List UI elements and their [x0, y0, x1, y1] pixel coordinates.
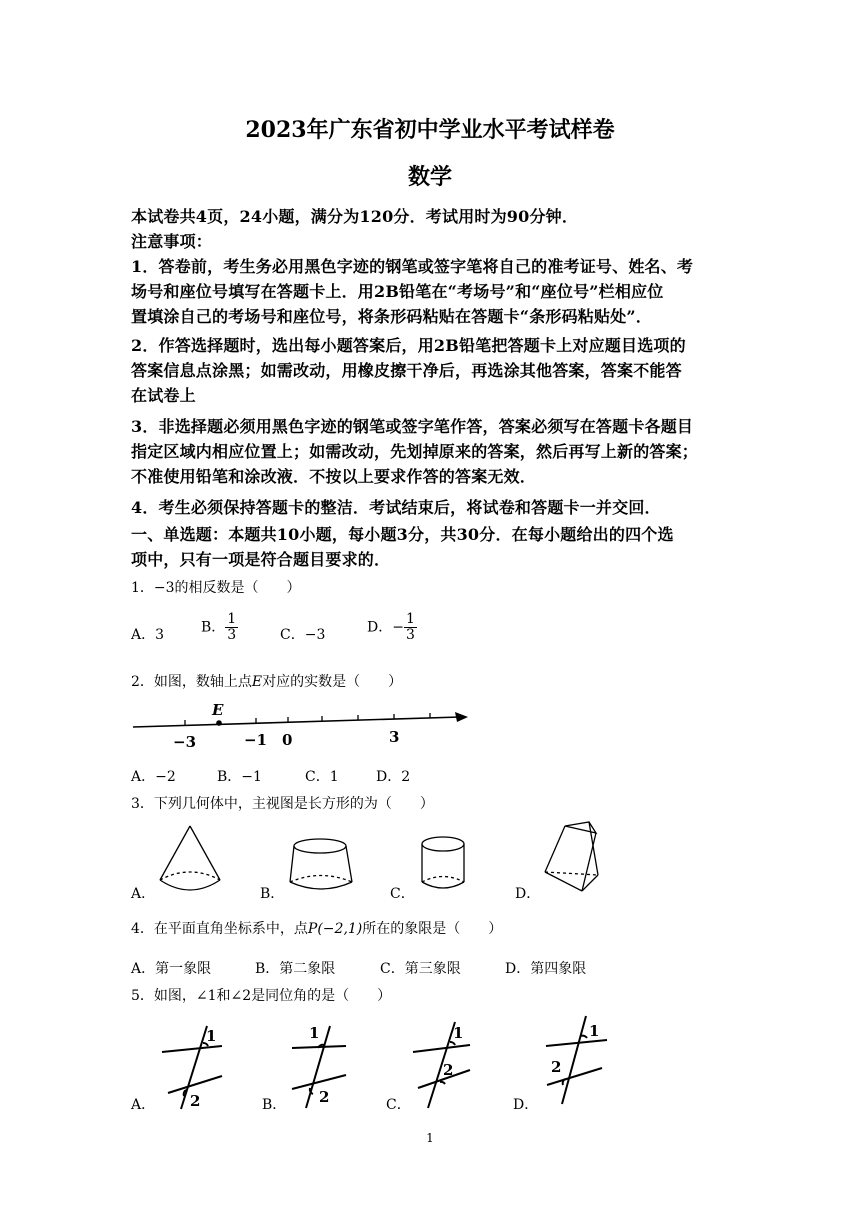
svg-text:2: 2	[190, 1092, 201, 1110]
q3-option-d: D．	[515, 886, 541, 902]
note-line: 答案信息点涂黑；如需改动，用橡皮擦干净后，再选涂其他答案，答案不能答	[131, 361, 682, 380]
angle-figure-c	[413, 1022, 470, 1108]
q2-option-d: D．2	[376, 769, 411, 785]
q2-option-a: A．−2	[131, 769, 176, 785]
q5-option-c: C．	[386, 1097, 411, 1113]
note-line: 4．考生必须保持答题卡的整洁．考试结束后，将试卷和答题卡一并交回．	[131, 498, 661, 517]
note-line: 2．作答选择题时，选出每小题答案后，用2B铅笔把答题卡上对应题目选项的	[131, 336, 686, 355]
note-line: 指定区域内相应位置上；如需改动，先划掉原来的答案，然后再写上新的答案；	[131, 442, 699, 461]
svg-text:1: 1	[453, 1024, 464, 1042]
point-e-label: E	[212, 701, 224, 719]
q1-option-d-label: D．−	[367, 619, 404, 636]
q2-option-c: C．1	[305, 769, 339, 785]
section-heading: 项中，只有一项是符合题目要求的．	[131, 550, 391, 569]
exam-info: 本试卷共4页，24小题，满分为120分．考试用时为90分钟．	[131, 207, 579, 226]
q1-option-c: C．−3	[280, 627, 326, 643]
tick-label-minus3: −3	[173, 733, 197, 751]
q4-option-d: D．第四象限	[505, 961, 587, 977]
subject-title: 数学	[407, 164, 452, 190]
note-line: 置填涂自己的考场号和座位号，将条形码粘贴在答题卡“条形码粘贴处”．	[131, 307, 653, 326]
note-line: 不准使用铅笔和涂改液．不按以上要求作答的答案无效．	[131, 467, 537, 486]
svg-text:1: 1	[309, 1024, 320, 1042]
note-line: 场号和座位号填写在答题卡上．用2B铅笔在“考场号”和“座位号”栏相应位	[131, 282, 664, 301]
angle-figure-a	[162, 1026, 222, 1110]
q3-option-a: A．	[131, 886, 156, 902]
q2-stem-pre: 2．如图，数轴上点	[131, 674, 252, 690]
q5-option-d: D．	[513, 1097, 539, 1113]
q2-point: E	[251, 674, 263, 690]
q1-option-a: A．3	[131, 627, 165, 643]
note-line: 3．非选择题必须用黑色字迹的钢笔或签字笔作答，答案必须写在答题卡各题目	[131, 417, 694, 436]
exam-title: 2023年广东省初中学业水平考试样卷	[245, 117, 615, 143]
angle-figure-d	[546, 1016, 607, 1104]
note-line: 在试卷上	[131, 386, 196, 405]
q3-option-c: C．	[390, 886, 415, 902]
q1-stem: 1．−3的相反数是（ ）	[131, 580, 301, 596]
q5-option-a: A．	[131, 1097, 156, 1113]
fraction-denominator: 3	[405, 627, 415, 643]
svg-text:1: 1	[206, 1027, 217, 1045]
q2-option-b: B．−1	[217, 769, 262, 785]
notes-heading: 注意事项：	[131, 232, 213, 251]
angle-figure-b	[292, 1024, 346, 1108]
q2-stem-post: 对应的实数是（ ）	[262, 674, 403, 690]
q4-stem-post: 所在的象限是（ ）	[362, 921, 503, 937]
q5-stem: 5．如图，∠1和∠2是同位角的是（ ）	[131, 988, 392, 1004]
q4-option-b: B．第二象限	[255, 961, 336, 977]
q3-stem: 3．下列几何体中，主视图是长方形的为（ ）	[131, 796, 434, 812]
q4-stem-pre: 4．在平面直角坐标系中，点	[131, 921, 308, 937]
q5-option-b: B．	[262, 1097, 287, 1113]
fraction-numerator: 1	[227, 611, 237, 627]
svg-text:1: 1	[589, 1022, 600, 1040]
q3-option-b: B．	[260, 886, 285, 902]
page-number: 1	[426, 1131, 434, 1145]
section-heading: 一、单选题：本题共10小题，每小题3分，共30分．在每小题给出的四个选	[131, 525, 674, 544]
tick-label-zero: 0	[282, 731, 293, 749]
q1-option-b-label: B．	[201, 619, 226, 636]
q4-option-a: A．第一象限	[131, 961, 212, 977]
svg-text:2: 2	[319, 1088, 330, 1106]
fraction-denominator: 3	[227, 627, 237, 643]
svg-text:2: 2	[443, 1061, 454, 1079]
q4-option-c: C．第三象限	[380, 961, 461, 977]
tick-label-three: 3	[389, 728, 400, 746]
q4-point: P(−2,1)	[307, 921, 363, 937]
svg-text:2: 2	[551, 1058, 562, 1076]
tick-label-minus1: −1	[244, 731, 268, 749]
fraction-numerator: 1	[405, 611, 415, 627]
note-line: 1．答卷前，考生务必用黑色字迹的钢笔或签字笔将自己的准考证号、姓名、考	[131, 257, 694, 276]
